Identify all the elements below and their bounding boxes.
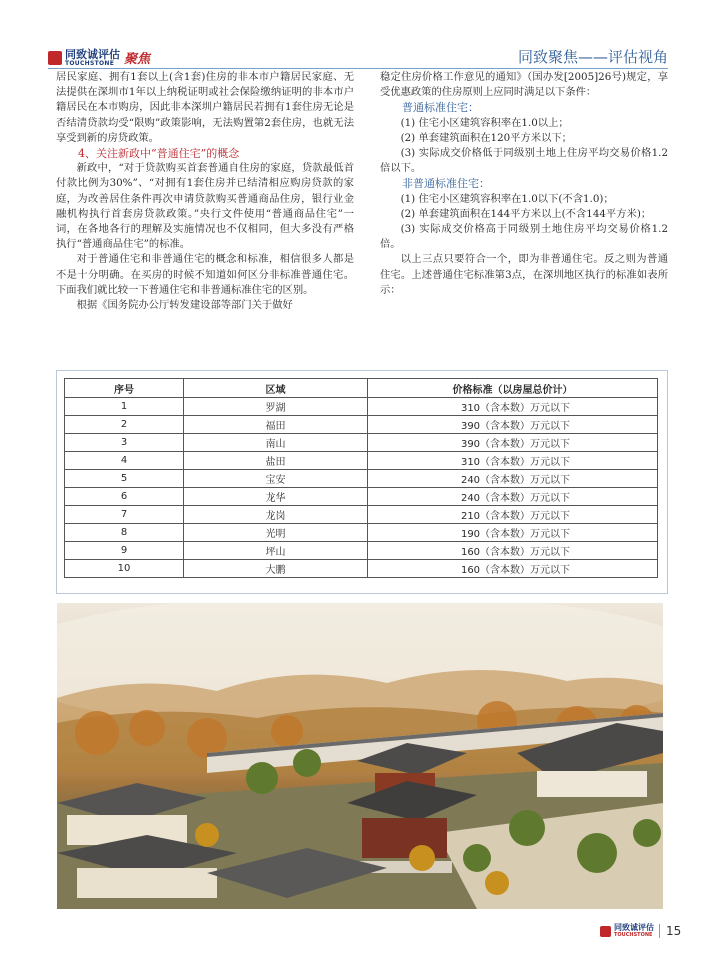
table-row — [65, 542, 658, 560]
cell-price: 310（含本数）万元以下 — [368, 452, 658, 470]
logo-calligraphy: 聚焦 — [124, 52, 151, 67]
brand-mark-icon — [600, 926, 611, 937]
cell-number: 4 — [65, 452, 184, 470]
table-row — [65, 470, 658, 488]
paragraph: 对于普通住宅和非普通住宅的概念和标准，相信很多人都是不是十分明确。在买房的时候不知道如何区分非标准普通住宅。下面我们就比较一下普通住宅和非普通标准住宅的区别。 — [56, 253, 354, 296]
table-row — [65, 560, 658, 578]
table-row — [65, 398, 658, 416]
table-row — [65, 524, 658, 542]
cell-district: 光明 — [184, 524, 368, 542]
section-title: 同致聚焦——评估视角 — [517, 48, 668, 66]
cell-number: 7 — [65, 506, 184, 524]
column-header: 序号 — [65, 379, 184, 398]
cell-number: 9 — [65, 542, 184, 560]
cell-number: 3 — [65, 434, 184, 452]
cell-price: 310（含本数）万元以下 — [368, 398, 658, 416]
table-row — [65, 488, 658, 506]
cell-number: 1 — [65, 398, 184, 416]
criteria-item: (2) 单套建筑面积在144平方米以上(不含144平方米)； — [400, 207, 652, 220]
cell-district: 罗湖 — [184, 398, 368, 416]
paragraph: 根据《国务院办公厅转发建设部等部门关于做好 — [76, 299, 293, 312]
paragraph: 新政中，“对于贷款购买首套普通自住房的家庭，贷款最低首付款比例为30%”、“对拥有1套住房并已结清相应购房贷款的家庭，为改善居住条件再次申请贷款购买普通商品住房，银行业金融机构执行首套房贷款政策。”央行文件使用“普通商品住宅”一词，在各地各行的理解及实施情况也不仅相同，但大多没有严格执行“普通商品住宅”的标准。 — [56, 162, 354, 251]
subheading-non-ordinary: 非普通标准住宅： — [402, 177, 490, 191]
footer-divider — [659, 924, 660, 938]
paragraph: 以上三点只要符合一个，即为非普通住宅。反之则为普通住宅。上述普通住宅标准第3点，在深圳地区执行的标准如表所示： — [380, 253, 668, 296]
cell-district: 南山 — [184, 434, 368, 452]
column-header: 价格标准（以房屋总价计） — [368, 379, 658, 398]
logo-subtext: TOUCHSTONE — [65, 59, 115, 67]
criteria-item: (2) 单套建筑面积在120平方米以下； — [400, 131, 572, 144]
brand-mark-icon — [48, 51, 62, 65]
cell-district: 坪山 — [184, 542, 368, 560]
page-footer — [600, 924, 681, 938]
paragraph: 稳定住房价格工作意见的通知》（国办发[2005]26号)规定，享受优惠政策的住房原则上应同时满足以下条件： — [380, 71, 668, 99]
footer-logo-text: 同致诚评估 — [614, 923, 654, 932]
criteria-item: (3) 实际成交价格低于同级别土地上住房平均交易价格1.2倍以下。 — [380, 147, 668, 175]
subheading-ordinary: 普通标准住宅： — [402, 101, 479, 115]
page-number: 15 — [666, 924, 682, 938]
criteria-item: (1) 住宅小区建筑容积率在1.0以下(不含1.0)； — [400, 192, 614, 205]
cell-price: 160（含本数）万元以下 — [368, 542, 658, 560]
cell-number: 6 — [65, 488, 184, 506]
cell-price: 390（含本数）万元以下 — [368, 416, 658, 434]
footer-logo-subtext: TOUCHSTONE — [614, 932, 653, 938]
cell-price: 160（含本数）万元以下 — [368, 560, 658, 578]
cell-district: 福田 — [184, 416, 368, 434]
cell-price: 210（含本数）万元以下 — [368, 506, 658, 524]
cell-district: 龙岗 — [184, 506, 368, 524]
right-column — [380, 70, 668, 298]
table-header-row — [65, 379, 658, 398]
cell-price: 190（含本数）万元以下 — [368, 524, 658, 542]
table-row — [65, 506, 658, 524]
section-heading: 4、关注新政中“普通住宅”的概念 — [78, 147, 240, 161]
cell-district: 盐田 — [184, 452, 368, 470]
cell-district: 龙华 — [184, 488, 368, 506]
cell-number: 10 — [65, 560, 184, 578]
table-row — [65, 416, 658, 434]
cell-number: 2 — [65, 416, 184, 434]
cell-number: 8 — [65, 524, 184, 542]
table-row — [65, 434, 658, 452]
brand-logo — [48, 48, 150, 67]
page-header — [48, 44, 668, 69]
paragraph: 居民家庭、拥有1套以上(含1套)住房的非本市户籍居民家庭、无法提供在深圳市1年以上纳税证明或社会保险缴纳证明的非本市户籍居民在本市购房，因此非本深圳户籍居民若拥有1套住房无论是否结清贷款均受“限购”政策影响，无法购置第2套住房，也就无法享受到新的房贷政策。 — [56, 71, 354, 144]
table-row — [65, 452, 658, 470]
cell-district: 大鹏 — [184, 560, 368, 578]
criteria-item: (3) 实际成交价格高于同级别土地住房平均交易价格1.2倍。 — [380, 223, 668, 251]
cell-price: 240（含本数）万元以下 — [368, 470, 658, 488]
cell-price: 240（含本数）万元以下 — [368, 488, 658, 506]
cell-price: 390（含本数）万元以下 — [368, 434, 658, 452]
left-column — [56, 70, 354, 313]
cell-district: 宝安 — [184, 470, 368, 488]
photo-illustration — [57, 603, 663, 909]
price-standard-table-frame — [56, 370, 668, 594]
price-standard-table — [64, 378, 658, 578]
courtyard-architecture-photo — [57, 603, 663, 909]
logo-text: 同致诚评估 — [65, 47, 120, 61]
cell-number: 5 — [65, 470, 184, 488]
column-header: 区域 — [184, 379, 368, 398]
criteria-item: (1) 住宅小区建筑容积率在1.0以上； — [400, 116, 569, 129]
